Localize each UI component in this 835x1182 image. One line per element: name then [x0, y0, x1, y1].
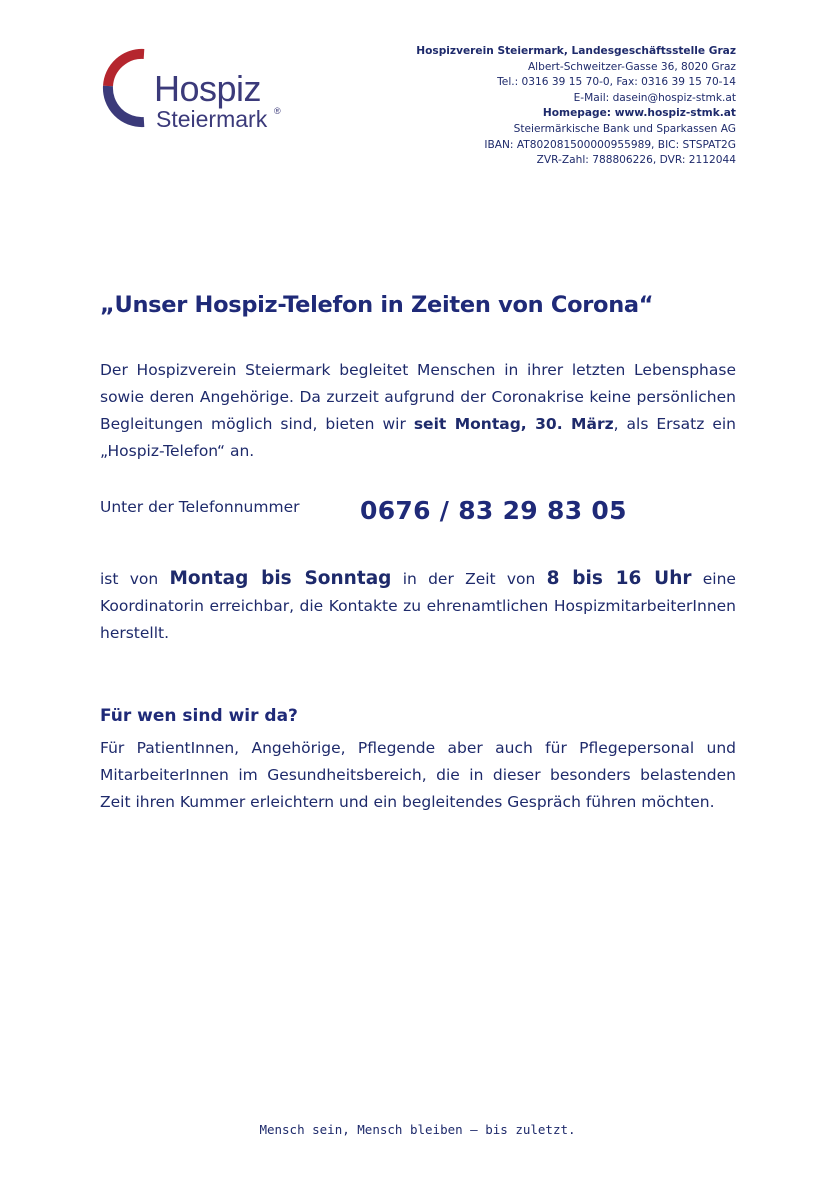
availability-paragraph — [100, 565, 736, 647]
section-heading: Für wen sind wir da? — [100, 706, 298, 726]
hospiz-logo — [98, 42, 298, 142]
logo-mark-icon — [98, 42, 154, 134]
contact-org: Hospizverein Steiermark, Landesgeschäftsstelle Graz — [416, 45, 736, 57]
contact-bank: Steiermärkische Bank und Sparkassen AG — [513, 122, 736, 135]
intro-tail: , als Ersatz ein „Hospiz-Telefon“ an. — [100, 415, 736, 460]
contact-block — [416, 44, 736, 169]
phone-label: Unter der Telefonnummer — [100, 498, 300, 516]
intro-paragraph — [100, 357, 736, 465]
availability-text-1: ist von — [100, 570, 159, 588]
phone-number[interactable]: 0676 / 83 29 83 05 — [360, 496, 627, 525]
contact-iban: IBAN: AT802081500000955989, BIC: STSPAT2G — [484, 138, 736, 151]
intro-text: Der Hospizverein Steiermark begleitet Menschen in ihrer letzten Lebensphase sowie deren Angehörige. Da zurzeit aufgrund der Coronakrise keine persönlichen Begleitungen möglich sind, bieten wir — [100, 361, 736, 433]
availability-text-3: eine Koordinatorin erreichbar, die Kontakte zu ehrenamtlichen HospizmitarbeiterInnen herstellt. — [100, 570, 736, 642]
contact-phone: Tel.: 0316 39 15 70-0, Fax: 0316 39 15 70-14 — [497, 76, 736, 89]
contact-homepage[interactable]: Homepage: www.hospiz-stmk.at — [542, 107, 736, 120]
contact-zvr: ZVR-Zahl: 788806226, DVR: 2112044 — [536, 154, 736, 167]
footer-slogan: Mensch sein, Mensch bleiben – bis zuletzt. — [259, 1122, 576, 1137]
contact-email[interactable]: E-Mail: dasein@hospiz-stmk.at — [573, 91, 736, 104]
availability-hours: 8 bis 16 Uhr — [546, 568, 692, 589]
contact-address: Albert-Schweitzer-Gasse 36, 8020 Graz — [527, 60, 736, 73]
registered-mark: ® — [274, 106, 281, 116]
logo-word-steiermark: Steiermark — [156, 106, 268, 132]
logo-word-hospiz: Hospiz — [154, 68, 262, 109]
audience-paragraph: Für PatientInnen, Angehörige, Pflegende aber auch für Pflegepersonal und MitarbeiterInnen im Gesundheitsbereich, die in dieser besonders belastenden Zeit ihren Kummer erleichtern und ein begleitendes Gespräch führen möchten. — [100, 739, 736, 811]
availability-text-2: in der Zeit von — [402, 570, 536, 588]
page-title: „Unser Hospiz-Telefon in Zeiten von Corona“ — [100, 292, 654, 318]
availability-days: Montag bis Sonntag — [169, 568, 392, 589]
intro-date: seit Montag, 30. März — [413, 415, 614, 433]
